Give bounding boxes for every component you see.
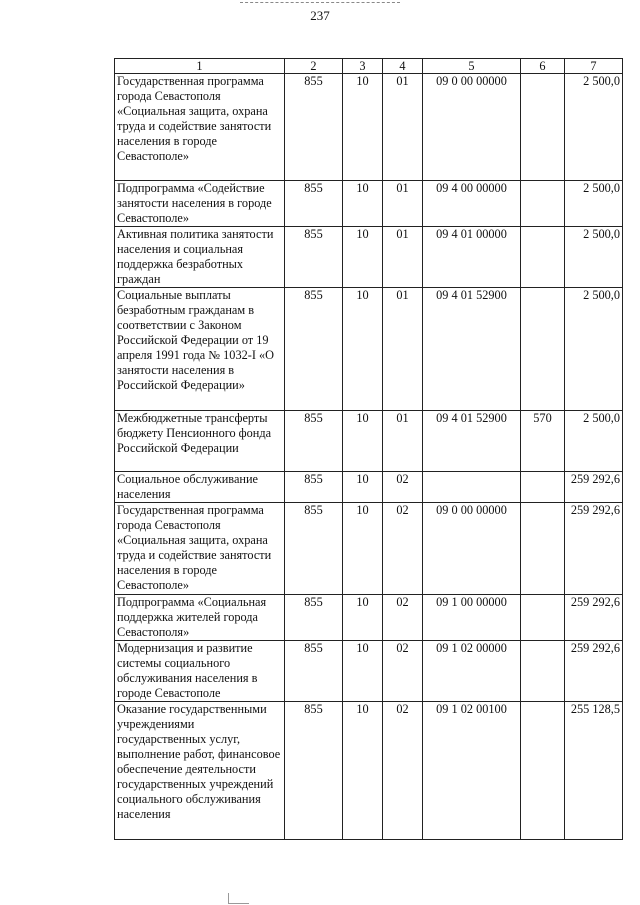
budget-table xyxy=(114,58,623,840)
table-row xyxy=(115,74,623,181)
row-col-2: 855 xyxy=(285,641,343,702)
top-rule xyxy=(240,2,400,3)
row-name: Подпрограмма «Содействие занятости населения в городе Севастополе» xyxy=(115,181,285,227)
row-col-7: 259 292,6 xyxy=(565,641,623,702)
row-col-4: 01 xyxy=(383,288,423,411)
row-col-3: 10 xyxy=(343,227,383,288)
row-col-4: 02 xyxy=(383,641,423,702)
row-col-6 xyxy=(521,472,565,503)
row-col-3: 10 xyxy=(343,181,383,227)
row-name: Оказание государственными учреждениями государственных услуг, выполнение работ, финансовое обеспечение деятельности государственных учреждений социального обслуживания населения xyxy=(115,702,285,840)
row-col-2: 855 xyxy=(285,702,343,840)
row-col-7: 2 500,0 xyxy=(565,411,623,472)
header-col-3: 3 xyxy=(343,59,383,74)
row-col-5: 09 1 00 00000 xyxy=(423,595,521,641)
table-row xyxy=(115,503,623,595)
row-col-5: 09 4 01 52900 xyxy=(423,288,521,411)
row-col-5: 09 1 02 00000 xyxy=(423,641,521,702)
header-row xyxy=(115,59,623,74)
row-name: Государственная программа города Севастополя «Социальная защита, охрана труда и содействие занятости населения в городе Севастополе» xyxy=(115,503,285,595)
header-col-7: 7 xyxy=(565,59,623,74)
row-col-7: 259 292,6 xyxy=(565,595,623,641)
row-col-6 xyxy=(521,227,565,288)
row-col-6 xyxy=(521,288,565,411)
row-col-6 xyxy=(521,181,565,227)
row-col-3: 10 xyxy=(343,595,383,641)
table-row xyxy=(115,702,623,840)
table-row xyxy=(115,181,623,227)
row-col-4: 02 xyxy=(383,595,423,641)
row-col-2: 855 xyxy=(285,595,343,641)
row-col-7: 2 500,0 xyxy=(565,227,623,288)
row-col-4: 01 xyxy=(383,411,423,472)
row-col-3: 10 xyxy=(343,472,383,503)
row-col-7: 2 500,0 xyxy=(565,74,623,181)
row-col-7: 2 500,0 xyxy=(565,181,623,227)
row-col-5: 09 4 00 00000 xyxy=(423,181,521,227)
row-name: Социальные выплаты безработным гражданам в соответствии с Законом Российской Федерации от 19 апреля 1991 года № 1032-I «О занятости населения в Российской Федерации» xyxy=(115,288,285,411)
row-col-4: 01 xyxy=(383,227,423,288)
table-row xyxy=(115,595,623,641)
scan-corner-mark xyxy=(228,893,249,904)
row-col-4: 02 xyxy=(383,472,423,503)
row-col-4: 02 xyxy=(383,702,423,840)
header-col-5: 5 xyxy=(423,59,521,74)
row-col-5: 09 0 00 00000 xyxy=(423,74,521,181)
page-number: 237 xyxy=(310,8,330,23)
row-col-2: 855 xyxy=(285,181,343,227)
row-col-4: 01 xyxy=(383,181,423,227)
table-row xyxy=(115,411,623,472)
row-col-5: 09 4 01 52900 xyxy=(423,411,521,472)
row-col-3: 10 xyxy=(343,288,383,411)
row-col-5: 09 0 00 00000 xyxy=(423,503,521,595)
row-col-2: 855 xyxy=(285,411,343,472)
header-col-4: 4 xyxy=(383,59,423,74)
row-name: Межбюджетные трансферты бюджету Пенсионного фонда Российской Федерации xyxy=(115,411,285,472)
header-col-2: 2 xyxy=(285,59,343,74)
row-col-3: 10 xyxy=(343,74,383,181)
row-col-2: 855 xyxy=(285,227,343,288)
table-row xyxy=(115,472,623,503)
row-col-6 xyxy=(521,702,565,840)
row-col-7: 259 292,6 xyxy=(565,472,623,503)
row-name: Подпрограмма «Социальная поддержка жителей города Севастополя» xyxy=(115,595,285,641)
row-col-7: 259 292,6 xyxy=(565,503,623,595)
row-col-3: 10 xyxy=(343,641,383,702)
row-name: Модернизация и развитие системы социального обслуживания населения в городе Севастополе xyxy=(115,641,285,702)
table-row xyxy=(115,641,623,702)
table-row xyxy=(115,288,623,411)
row-name: Государственная программа города Севастополя «Социальная защита, охрана труда и содействие занятости населения в городе Севастополе» xyxy=(115,74,285,181)
header-col-6: 6 xyxy=(521,59,565,74)
row-col-6 xyxy=(521,595,565,641)
row-col-6: 570 xyxy=(521,411,565,472)
row-col-7: 255 128,5 xyxy=(565,702,623,840)
row-col-3: 10 xyxy=(343,411,383,472)
row-col-2: 855 xyxy=(285,74,343,181)
row-col-2: 855 xyxy=(285,288,343,411)
row-col-2: 855 xyxy=(285,472,343,503)
row-col-6 xyxy=(521,641,565,702)
row-col-2: 855 xyxy=(285,503,343,595)
row-col-6 xyxy=(521,74,565,181)
row-name: Активная политика занятости населения и социальная поддержка безработных граждан xyxy=(115,227,285,288)
row-col-7: 2 500,0 xyxy=(565,288,623,411)
row-col-4: 02 xyxy=(383,503,423,595)
row-name: Социальное обслуживание населения xyxy=(115,472,285,503)
row-col-3: 10 xyxy=(343,702,383,840)
row-col-4: 01 xyxy=(383,74,423,181)
table-row xyxy=(115,227,623,288)
header-col-1: 1 xyxy=(115,59,285,74)
row-col-5: 09 1 02 00100 xyxy=(423,702,521,840)
row-col-5 xyxy=(423,472,521,503)
row-col-3: 10 xyxy=(343,503,383,595)
row-col-6 xyxy=(521,503,565,595)
row-col-5: 09 4 01 00000 xyxy=(423,227,521,288)
